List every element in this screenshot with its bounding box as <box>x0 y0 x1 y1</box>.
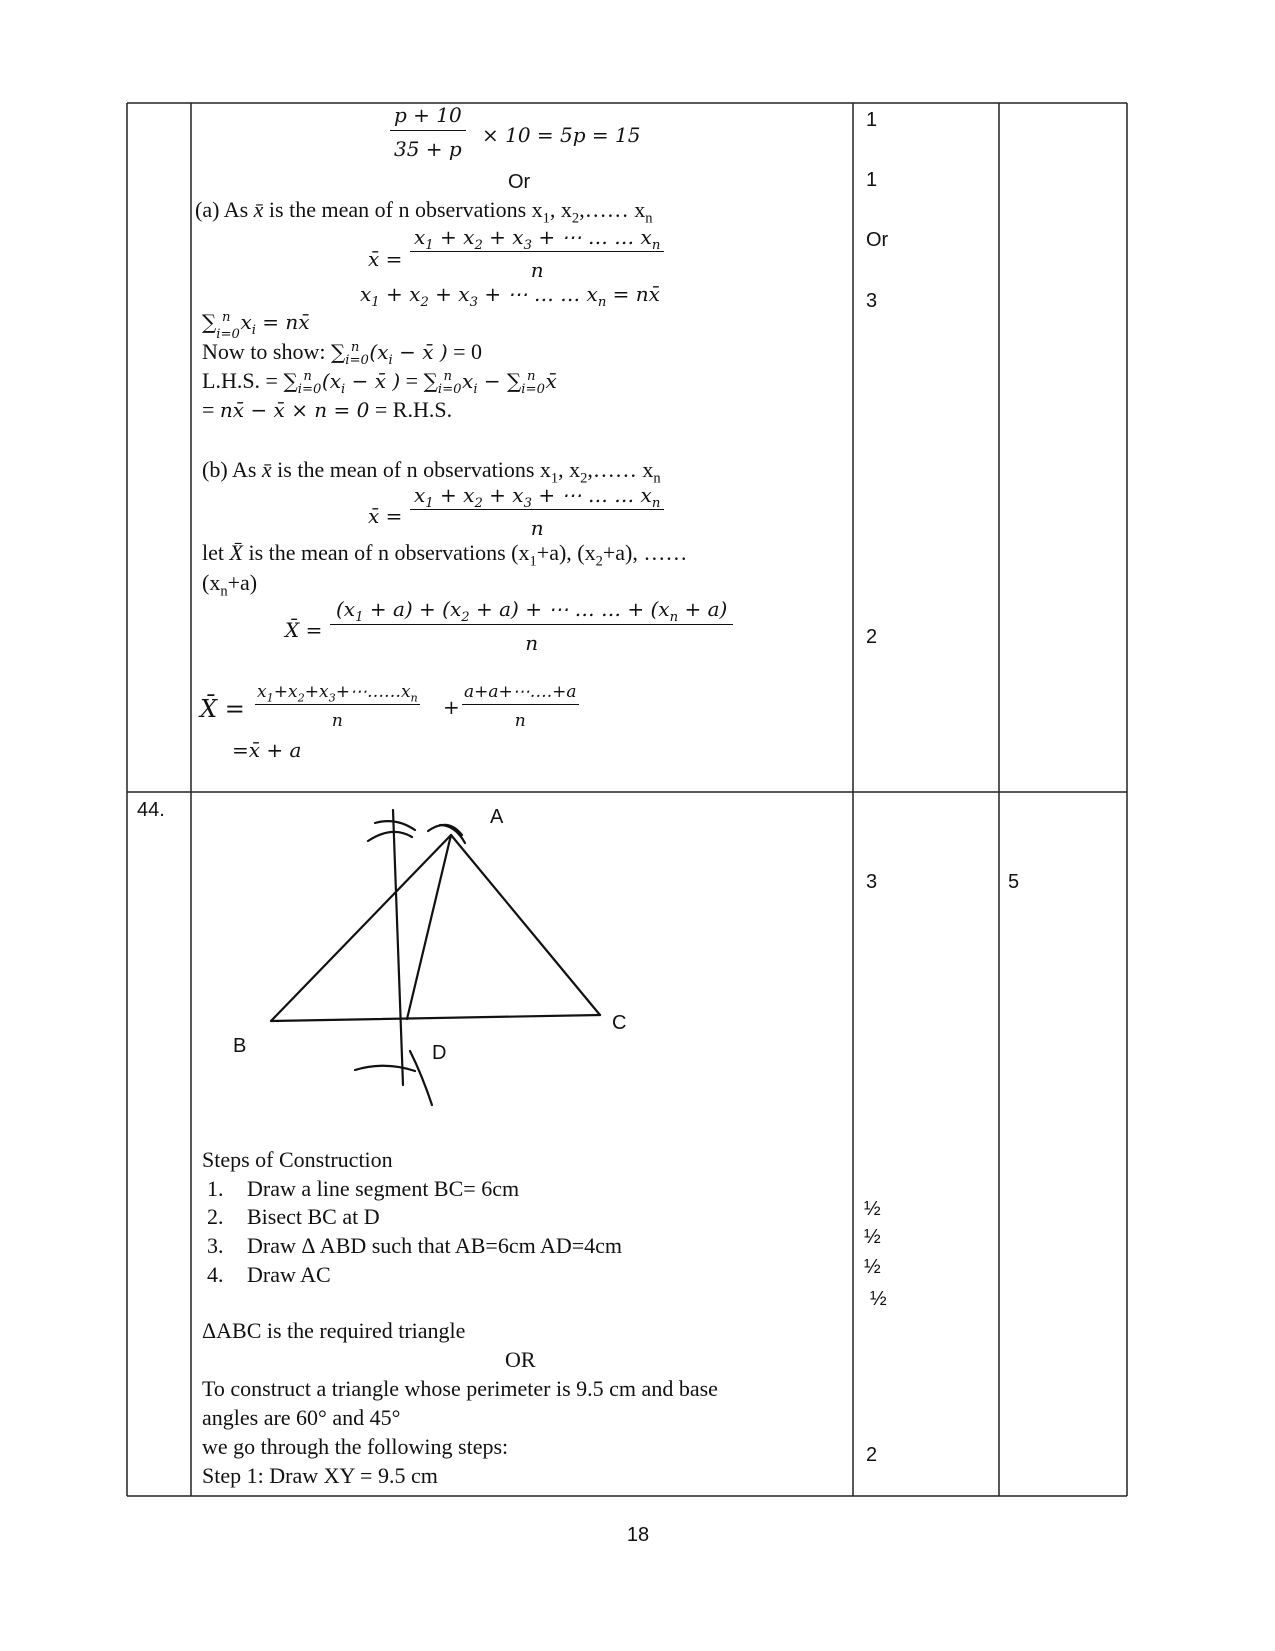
a-mean-lhs: x̄ = <box>368 247 403 271</box>
step-number: 1. <box>207 1176 224 1201</box>
step-text: Draw a line segment BC= 6cm <box>247 1176 520 1201</box>
b-mean-den: n <box>530 516 544 540</box>
step-mark: ½ <box>864 1256 881 1278</box>
arc-bottom-2 <box>410 1051 432 1105</box>
or-label: Or <box>508 171 531 193</box>
alt-mark: 2 <box>866 1444 878 1466</box>
b-mean-fraction: $\frac{x_1 + x_2 + x_3 + \cdots \dots \dots x_n}{n}$ <box>410 483 664 540</box>
page-number: 18 <box>626 1524 650 1546</box>
mark-4: 2 <box>866 626 878 648</box>
split-plus: + <box>443 695 460 719</box>
conclusion: ΔABC is the required triangle <box>202 1318 466 1343</box>
a-mean-fraction: $\frac{x_1 + x_2 + x_3 + \cdots \dots \dots x_n}{n}$ <box>410 225 664 282</box>
side-AC <box>451 835 600 1015</box>
step-text: Draw Δ ABD such that AB=6cm AD=4cm <box>247 1233 623 1258</box>
steps-title: Steps of Construction <box>202 1147 393 1172</box>
arc-top-left-2 <box>375 821 415 830</box>
mark-1: 1 <box>866 109 878 131</box>
step-text: Draw AC <box>247 1262 331 1287</box>
split-fraction-1: $\frac{x_1+x_2+x_3+\cdots\dots\dots x_n}{n}$ <box>257 682 418 731</box>
top-fraction-num: p + 10 <box>390 103 466 131</box>
lhs-end: = nx̄ − x̄ × n = 0 = R.H.S. <box>202 397 453 422</box>
label-B: B <box>233 1035 247 1057</box>
let-line-1: let X̄ is the mean of n observations $(x_1+a)$, $(x_2+a)$, …… <box>202 540 688 570</box>
construction-figure <box>200 795 660 1115</box>
step-mark: ½ <box>870 1288 887 1310</box>
split-lhs: X̄ = <box>200 695 245 723</box>
arc-top-left <box>368 832 412 841</box>
sigma-xi: $\sum_{i=0}^n$ $x_i$ = nx̄ <box>202 310 310 342</box>
step-mark: ½ <box>864 1226 881 1248</box>
final-eq: =x̄ + a <box>232 738 302 762</box>
split-num-2: a+a+⋯….+a <box>462 682 579 705</box>
alt-line-2: angles are 60° and 45° <box>202 1405 401 1430</box>
top-fraction <box>390 103 466 161</box>
segment-AD <box>407 835 451 1019</box>
let-line-2: $(x_n+a)$ <box>202 570 258 600</box>
a-sum-eq: $x_1 + x_2 + x_3$ + ⋯ … … $x_n$ = nx̄ <box>360 282 660 310</box>
split-den-1: n <box>331 711 343 731</box>
step-mark: ½ <box>864 1198 881 1220</box>
label-C: C <box>612 1012 627 1034</box>
label-A: A <box>490 806 504 828</box>
top-fraction-den: 35 + p <box>394 137 462 161</box>
lhs-line: L.H.S. = $\sum_{i=0}^n$ ($x_i$ − x̄ ) = $\sum_{i=0}^n$ $x_i - \sum_{i=0}^n$ x̄ <box>202 368 557 397</box>
step-number: 2. <box>207 1204 224 1229</box>
side-BC <box>271 1015 600 1021</box>
mark-3: 3 <box>866 290 878 312</box>
label-D: D <box>432 1042 447 1064</box>
alt-line-1: To construct a triangle whose perimeter is 9.5 cm and base <box>202 1376 718 1401</box>
step-number: 3. <box>207 1233 224 1258</box>
now-to-show: Now to show: $\sum_{i=0}^n$ ($x_i$ − x̄ ) = 0 <box>202 339 483 368</box>
question-number: 44. <box>137 799 165 821</box>
X-fraction: $\frac{(x_1 + a) + (x_2 + a) + \cdots \dots \dots + (x_n + a)}{n}$ <box>330 597 733 655</box>
alt-line-3: we go through the following steps: <box>202 1434 509 1459</box>
step-text: Bisect BC at D <box>247 1204 380 1229</box>
split-den-2: n <box>514 711 526 731</box>
step-number: 4. <box>207 1262 224 1287</box>
b-intro: (b) As x̄ is the mean of n observations $x_1$, $x_2,\dots\dots$ $x_n$ <box>202 457 661 487</box>
total-marks: 5 <box>1008 871 1020 893</box>
a-intro: (a) As x̄ is the mean of n observations $x_1$, $x_2,\dots\dots$ $x_n$ <box>195 197 653 227</box>
alt-step-1: Step 1: Draw XY = 9.5 cm <box>202 1463 438 1488</box>
or-separator: OR <box>505 1347 536 1372</box>
split-fraction-2 <box>462 682 579 731</box>
X-lhs: X̄ = <box>285 618 323 642</box>
bisector-line <box>393 810 403 1085</box>
b-mean-lhs: x̄ = <box>368 504 403 528</box>
side-AB <box>271 835 451 1021</box>
a-mean-den: n <box>530 258 544 282</box>
mark-2: 1 <box>866 169 878 191</box>
arc-bottom <box>355 1066 415 1071</box>
top-fraction-rest: × 10 = 5p = 15 <box>482 123 641 147</box>
mark-or: Or <box>866 229 889 251</box>
mark-figure: 3 <box>866 871 878 893</box>
X-den: n <box>525 631 539 655</box>
